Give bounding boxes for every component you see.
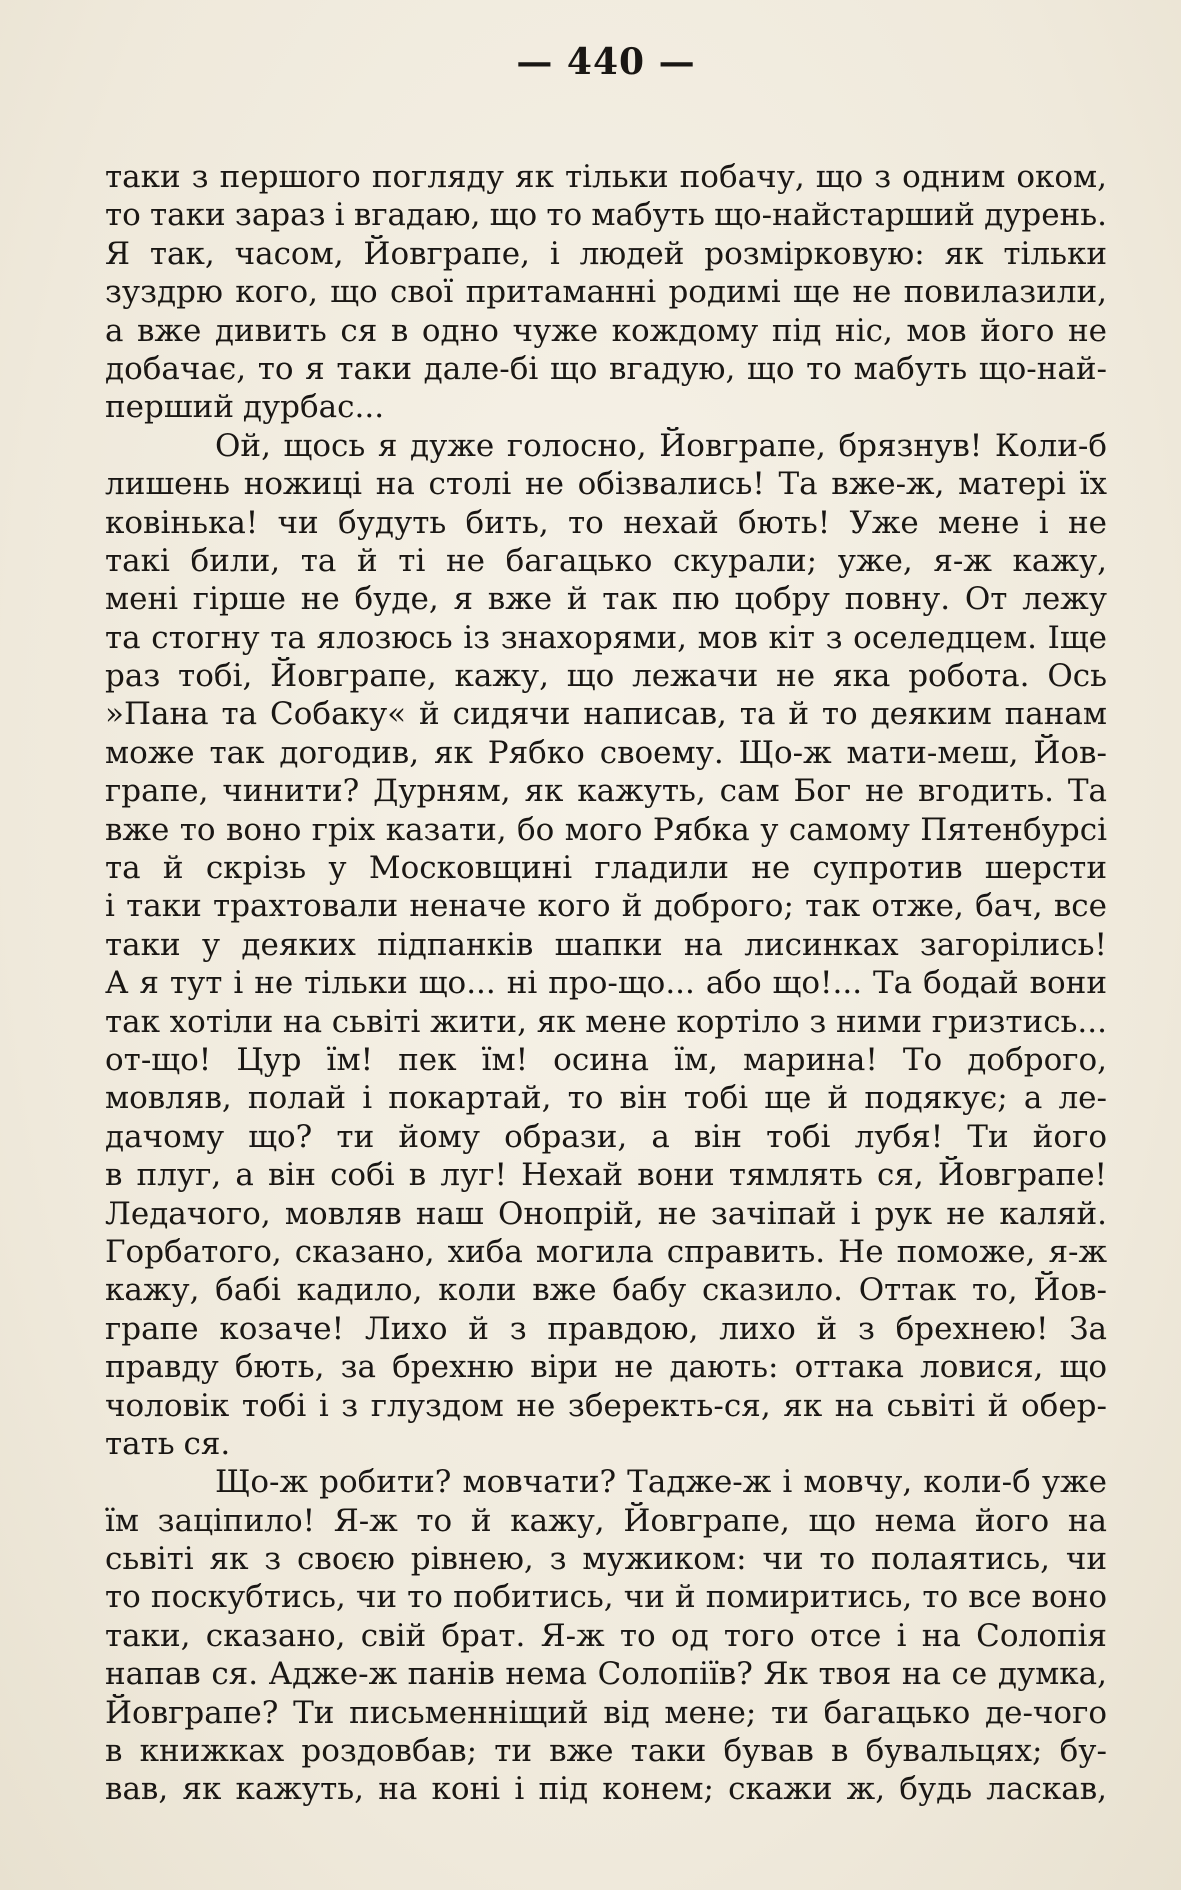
text-line: Ледачого, мовляв наш Онопрій, не зачіпай і рук не каляй. <box>105 1195 1107 1232</box>
text-line: Ой, щось я дуже голосно, Йовграпе, брязнув! Коли-б <box>215 427 1107 464</box>
text-line: правду бють, за брехню віри не дають: оттака ловися, що <box>105 1349 1107 1386</box>
text-line: »Пана та Собаку« й сидячи написав, та й то деяким панам <box>105 696 1107 733</box>
text-line: Я так, часом, Йовграпе, і людей розмірковую: як тільки <box>105 235 1107 272</box>
text-line: вже то воно гріх казати, бо мого Рябка у самому Пятенбурсі <box>105 811 1107 848</box>
text-line: і таки трахтовали неначе кого й доброго; так отже, бач, все <box>105 888 1107 925</box>
text-line: грапе козаче! Лихо й з правдою, лихо й з брехнею! За <box>105 1310 1107 1347</box>
text-line: Горбатого, сказано, хиба могила справить. Не поможе, я-ж <box>105 1233 1107 1270</box>
body-text <box>105 158 1107 1809</box>
text-line: таки, сказано, свій брат. Я-ж то од того отсе і на Солопія <box>105 1617 1107 1654</box>
text-line: от-що! Цур їм! пек їм! осина їм, марина! То доброго, <box>105 1041 1107 1078</box>
text-line: добачає, то я таки дале-бі що вгадую, що то мабуть що-най- <box>105 350 1107 387</box>
text-line: в плуг, а він собі в луг! Нехай вони тямлять ся, Йовграпе! <box>105 1157 1107 1194</box>
text-line: вав, як кажуть, на коні і під конем; скажи ж, будь ласкав, <box>105 1771 1107 1808</box>
text-line: їм заціпило! Я-ж то й кажу, Йовграпе, що нема його на <box>105 1502 1107 1539</box>
text-line: раз тобі, Йовграпе, кажу, що лежачи не яка робота. Ось <box>105 658 1107 695</box>
text-line: зуздрю кого, що свої притаманні родимі ще не повилазили, <box>105 274 1107 311</box>
text-line: в книжках роздовбав; ти вже таки бував в бувальцях; бу- <box>105 1733 1107 1770</box>
text-line: та й скрізь у Московщині гладили не супротив шерсти <box>105 850 1107 887</box>
text-line: таки у деяких підпанків шапки на лисинках загорілись! <box>105 926 1107 963</box>
text-line: Що-ж робити? мовчати? Тадже-ж і мовчу, коли-б уже <box>215 1464 1107 1501</box>
text-line: чоловік тобі і з глуздом не зберекть-ся, як на сьвіті й обер- <box>105 1387 1107 1424</box>
text-line: сьвіті як з своєю рівнею, з мужиком: чи то полаятись, чи <box>105 1541 1107 1578</box>
text-line: Йовграпе? Ти письменніщий від мене; ти багацько де-чого <box>105 1694 1107 1731</box>
text-line: грапе, чинити? Дурням, як кажуть, сам Бог не вгодить. Та <box>105 773 1107 810</box>
text-line: та стогну та ялозюсь із знахорями, мов кіт з оселедцем. Іще <box>105 619 1107 656</box>
text-line: А я тут і не тільки що... ні про-що... або що!... Та бодай вони <box>105 965 1107 1002</box>
text-line: мені гірше не буде, я вже й так пю цобру повну. От лежу <box>105 581 1107 618</box>
text-line: такі били, та й ті не багацько скурали; уже, я-ж кажу, <box>105 542 1107 579</box>
text-line: кажу, бабі кадило, коли вже бабу сказило. Оттак то, Йов- <box>105 1272 1107 1309</box>
page-number: — 440 — <box>516 41 696 83</box>
text-line: а вже дивить ся в одно чуже кождому під ніс, мов його не <box>105 312 1107 349</box>
text-line: то поскубтись, чи то побитись, чи й помиритись, то все воно <box>105 1579 1107 1616</box>
text-line: лишень ножиці на столі не обізвались! Та вже-ж, матері їх <box>105 466 1107 503</box>
text-line: таки з першого погляду як тільки побачу, що з одним оком, <box>105 159 1107 195</box>
text-line: то таки зараз і вгадаю, що то мабуть що-найстарший дурень. <box>105 197 1107 234</box>
text-line: напав ся. Адже-ж панів нема Солопіїв? Як твоя на се думка, <box>105 1656 1107 1693</box>
text-line: ковінька! чи будуть бить, то нехай бють! Уже мене і не <box>105 504 1107 541</box>
text-line: тать ся. <box>105 1425 231 1462</box>
text-line: перший дурбас... <box>105 389 385 426</box>
text-line: може так догодив, як Рябко своему. Що-ж мати-меш, Йов- <box>105 734 1107 771</box>
text-line: так хотіли на сьвіті жити, як мене кортіло з ними гризтись... <box>105 1003 1107 1040</box>
text-line: мовляв, полай і покартай, то він тобі ще й подякує; а ле- <box>105 1080 1107 1117</box>
text-line: дачому що? ти йому образи, а він тобі лубя! Ти його <box>105 1118 1107 1155</box>
